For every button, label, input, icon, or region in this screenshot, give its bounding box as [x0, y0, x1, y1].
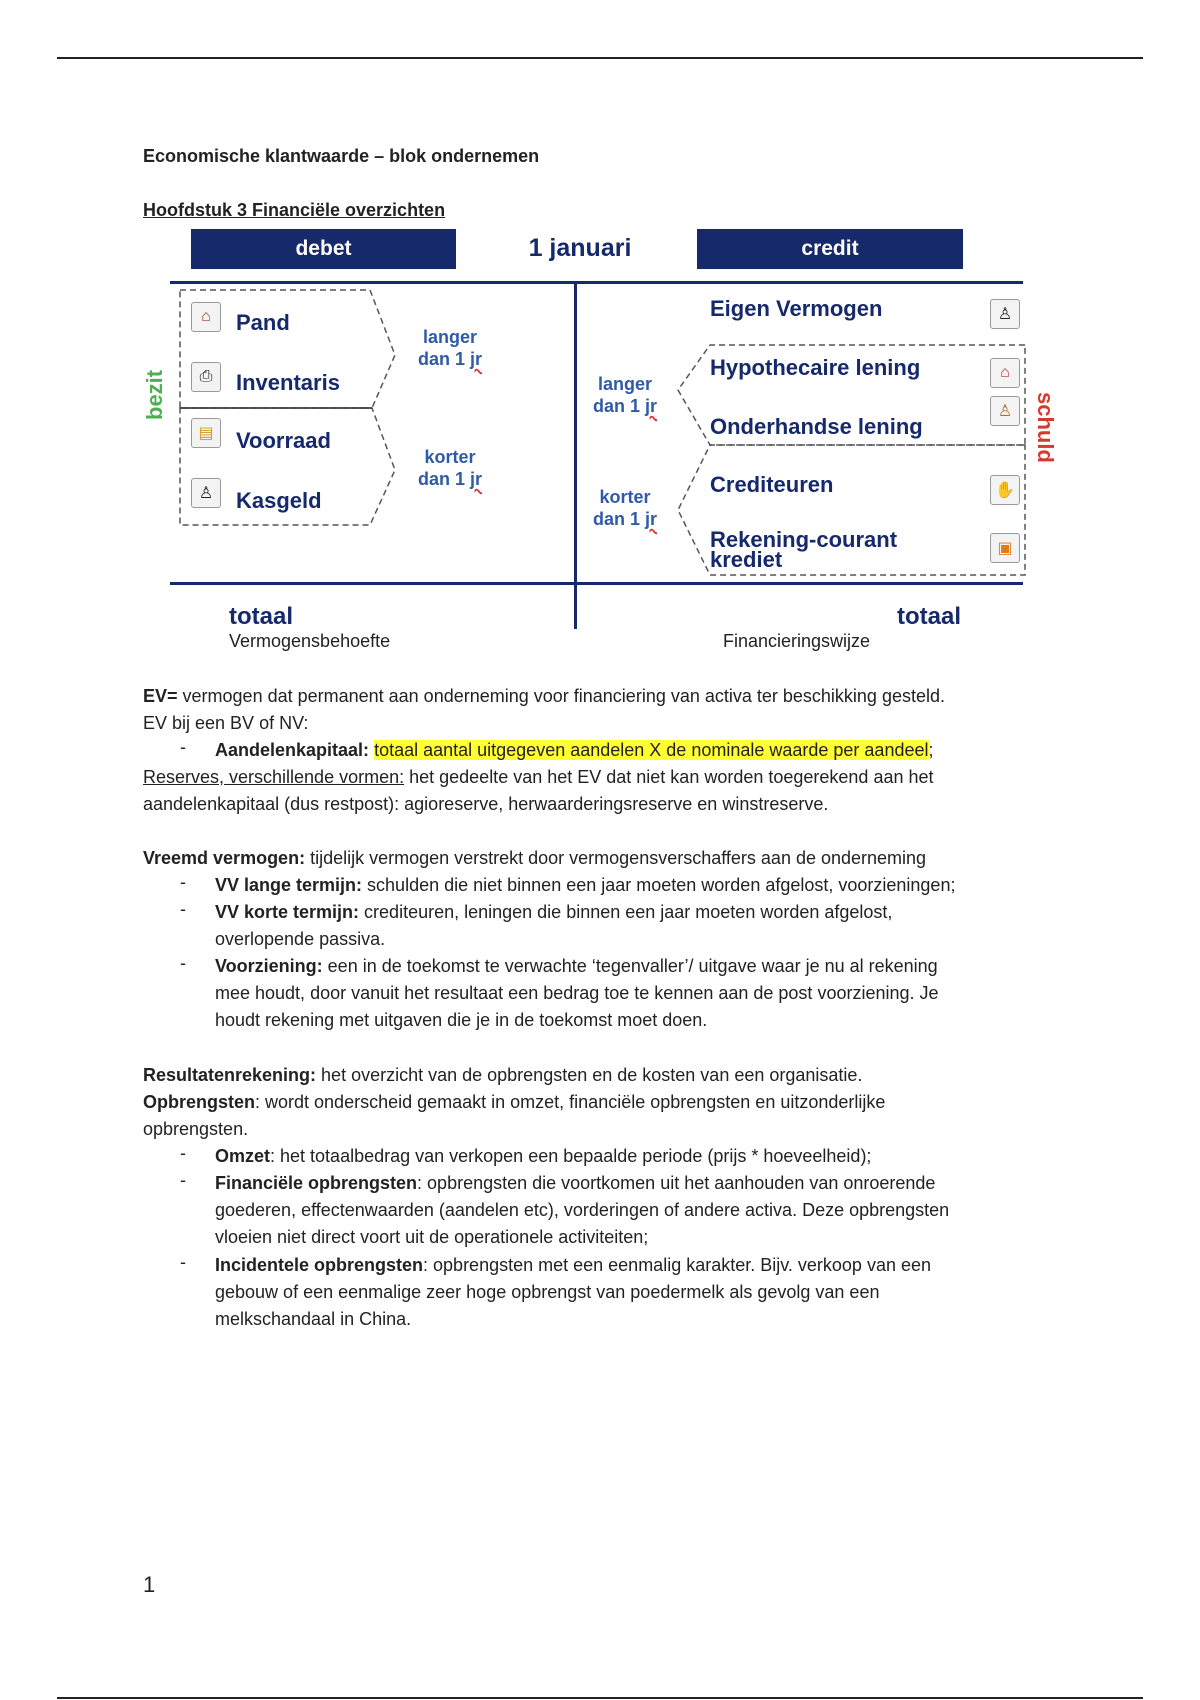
- credit-item-onderhandse-lening: Onderhandse lening: [710, 414, 923, 439]
- omzet-term: Omzet: [215, 1146, 271, 1166]
- aandelen-highlight: totaal aantal uitgegeven aandelen X de nominale waarde per aandeel: [374, 740, 929, 760]
- debit-item-pand: Pand: [236, 310, 290, 335]
- financiele-opbrengsten-line-3: vloeien niet direct voort uit de operationele activiteiten;: [215, 1227, 649, 1247]
- term-long-right-line2: [575, 395, 675, 417]
- opb-text-1: : wordt onderscheid gemaakt in omzet, financiële opbrengsten en uitzonderlijke: [255, 1092, 886, 1112]
- money-bag-icon: ♙: [191, 478, 221, 508]
- voorziening-line-3: houdt rekening met uitgaven die je in de toekomst moet doen.: [215, 1010, 708, 1030]
- totaal-left: totaal: [229, 603, 294, 630]
- resultatenrekening-definition: [143, 1062, 1073, 1089]
- vv-definition: [143, 845, 1073, 872]
- vv-term: Vreemd vermogen:: [143, 848, 306, 868]
- house-icon: ⌂: [191, 302, 221, 332]
- fin-term: Financiële opbrengsten: [215, 1173, 418, 1193]
- bullet-dash: -: [180, 1143, 186, 1163]
- aandelen-end: ;: [928, 740, 934, 760]
- term-dan: dan 1: [417, 349, 465, 369]
- ev-bv-line: EV bij een BV of NV:: [143, 713, 309, 733]
- debit-item-kasgeld: Kasgeld: [236, 488, 322, 513]
- term-dan: dan 1: [592, 396, 640, 416]
- term-jr: jr: [470, 469, 483, 489]
- ev-term: EV=: [143, 686, 178, 706]
- incidentele-opbrengsten-item: [215, 1252, 1065, 1279]
- fin-text-1: : opbrengsten die voortkomen uit het aanhouden van onroerende: [417, 1173, 936, 1193]
- box-icon: ▤: [191, 418, 221, 448]
- credit-item-rekening-courant: Rekening-courant krediet: [710, 527, 898, 572]
- aandelenkapitaal-item: [215, 737, 1065, 764]
- term-jr: jr: [470, 349, 483, 369]
- term-long-left: [400, 326, 500, 370]
- balance-diagram: [0, 0, 1200, 660]
- term-short-left: [400, 446, 500, 490]
- bullet-dash: -: [180, 953, 186, 973]
- aandelen-term: Aandelenkapitaal:: [215, 740, 370, 760]
- bottom-rule: [57, 1697, 1143, 1699]
- schuld-label: schuld: [1033, 392, 1058, 463]
- term-jr: jr: [645, 509, 658, 529]
- opbrengsten-definition: [143, 1089, 1073, 1116]
- opbrengsten-line-2: opbrengsten.: [143, 1119, 249, 1139]
- term-long-right-line1: langer: [597, 374, 653, 394]
- debet-header: debet: [191, 229, 456, 269]
- debit-item-voorraad: Voorraad: [236, 428, 331, 453]
- financiele-opbrengsten-line-2: goederen, effectenwaarden (aandelen etc), vorderingen of andere activa. Deze opbrengsten: [215, 1200, 950, 1220]
- credit-item-hypothecaire-lening: Hypothecaire lening: [710, 355, 921, 380]
- dashed-brackets: [0, 0, 1200, 660]
- term-short-right-line1: korter: [599, 487, 651, 507]
- incidentele-opbrengsten-line-2: gebouw of een eenmalige zeer hoge opbrengst van poedermelk als gevolg van een: [215, 1282, 880, 1302]
- ev-definition: [143, 683, 1073, 710]
- vv-kort-text-1: crediteuren, leningen die binnen een jaar moeten worden afgelost,: [359, 902, 893, 922]
- page-number: 1: [143, 1572, 156, 1597]
- reserves-text-1: het gedeelte van het EV dat niet kan worden toegerekend aan het: [404, 767, 934, 787]
- moneybag-hand-icon: ♙: [990, 396, 1020, 426]
- credit-item-eigen-vermogen: Eigen Vermogen: [710, 296, 883, 321]
- financiele-opbrengsten-item: [215, 1170, 1065, 1197]
- credit-item-crediteuren: Crediteuren: [710, 472, 834, 497]
- inc-term: Incidentele opbrengsten: [215, 1255, 424, 1275]
- term-short-left-line2: [400, 468, 500, 490]
- date-header: 1 januari: [528, 234, 632, 262]
- reserves-line-1: [143, 764, 1073, 791]
- incidentele-opbrengsten-line-3: melkschandaal in China.: [215, 1309, 412, 1329]
- money-bag-icon: ♙: [990, 299, 1020, 329]
- inc-text-1: : opbrengsten met een eenmalig karakter. Bijv. verkoop van een: [423, 1255, 931, 1275]
- ev-text: vermogen dat permanent aan onderneming voor financiering van activa ter beschikking gesteld.: [177, 686, 945, 706]
- bullet-dash: -: [180, 899, 186, 919]
- financieringswijze-label: Financieringswijze: [723, 631, 871, 651]
- omzet-text: : het totaalbedrag van verkopen een bepaalde periode (prijs * hoeveelheid);: [270, 1146, 872, 1166]
- chapter-heading: Hoofdstuk 3 Financiële overzichten: [143, 200, 446, 220]
- term-short-right-line2: [575, 508, 675, 530]
- credit-header: credit: [697, 229, 963, 269]
- vermogensbehoefte-label: Vermogensbehoefte: [229, 631, 391, 651]
- omzet-item: [215, 1143, 1065, 1170]
- bullet-dash: -: [180, 737, 186, 757]
- term-short-right: [575, 486, 675, 530]
- term-jr: jr: [645, 396, 658, 416]
- bezit-label: bezit: [142, 369, 167, 420]
- debit-item-inventaris: Inventaris: [236, 370, 340, 395]
- totaal-right: totaal: [897, 603, 962, 630]
- bullet-dash: -: [180, 1170, 186, 1190]
- voorziening-item: [215, 953, 1065, 980]
- term-long-left-line1: langer: [422, 327, 478, 347]
- vv-lang-text: schulden die niet binnen een jaar moeten worden afgelost, voorzieningen;: [362, 875, 956, 895]
- reserves-line-2: aandelenkapitaal (dus restpost): agioreserve, herwaarderingsreserve en winstreserve.: [143, 794, 829, 814]
- vv-kort-term: VV korte termijn:: [215, 902, 360, 922]
- term-long-left-line2: [400, 348, 500, 370]
- bullet-dash: -: [180, 1252, 186, 1272]
- bullet-dash: -: [180, 872, 186, 892]
- opb-term: Opbrengsten: [143, 1092, 256, 1112]
- document-title: Economische klantwaarde – blok ondernemen: [143, 146, 540, 166]
- vv-lang-term: VV lange termijn:: [215, 875, 363, 895]
- card-icon: ▣: [990, 533, 1020, 563]
- printer-icon: ⎙: [191, 362, 221, 392]
- vv-text: tijdelijk vermogen verstrekt door vermogensverschaffers aan de onderneming: [305, 848, 927, 868]
- res-text: het overzicht van de opbrengsten en de kosten van een organisatie.: [316, 1065, 863, 1085]
- vv-lange-termijn-item: [215, 872, 1065, 899]
- term-dan: dan 1: [592, 509, 640, 529]
- res-term: Resultatenrekening:: [143, 1065, 317, 1085]
- term-dan: dan 1: [417, 469, 465, 489]
- handshake-icon: ✋: [990, 475, 1020, 505]
- term-short-left-line1: korter: [424, 447, 476, 467]
- term-long-right: [575, 373, 675, 417]
- house-crossed-icon: ⌂: [990, 358, 1020, 388]
- vv-korte-termijn-item: [215, 899, 1065, 926]
- vv-korte-termijn-cont: overlopende passiva.: [215, 929, 386, 949]
- voorziening-line-2: mee houdt, door vanuit het resultaat een bedrag toe te kennen aan de post voorziening. Je: [215, 983, 939, 1003]
- reserves-term: Reserves, verschillende vormen:: [143, 767, 405, 787]
- voorz-text-1: een in de toekomst te verwachte ‘tegenvaller’/ uitgave waar je nu al rekening: [322, 956, 938, 976]
- voorz-term: Voorziening:: [215, 956, 323, 976]
